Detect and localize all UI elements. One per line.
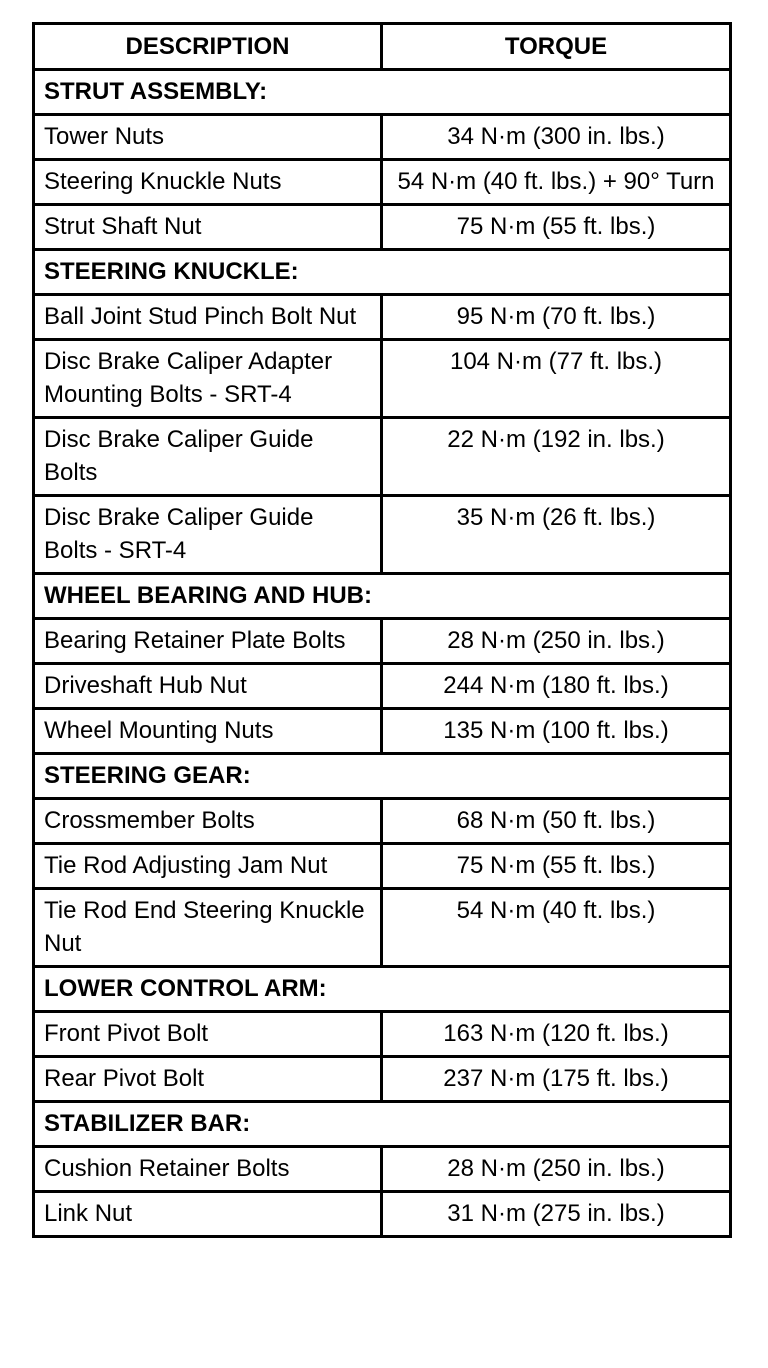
table-row	[34, 1057, 731, 1102]
section-title: WHEEL BEARING AND HUB:	[34, 574, 731, 619]
table-row	[34, 160, 731, 205]
description-cell: Ball Joint Stud Pinch Bolt Nut	[34, 295, 382, 340]
section-header-row	[34, 754, 731, 799]
torque-cell: 244 N·m (180 ft. lbs.)	[382, 664, 731, 709]
table-row	[34, 619, 731, 664]
header-row	[34, 24, 731, 70]
section-title: STABILIZER BAR:	[34, 1102, 731, 1147]
torque-cell: 104 N·m (77 ft. lbs.)	[382, 340, 731, 418]
torque-cell: 75 N·m (55 ft. lbs.)	[382, 205, 731, 250]
table-row	[34, 205, 731, 250]
table-row	[34, 1192, 731, 1237]
description-cell: Tower Nuts	[34, 115, 382, 160]
section-title: STEERING GEAR:	[34, 754, 731, 799]
table-header	[34, 24, 731, 70]
description-cell: Link Nut	[34, 1192, 382, 1237]
table-row	[34, 115, 731, 160]
section-title: STEERING KNUCKLE:	[34, 250, 731, 295]
section-title: STRUT ASSEMBLY:	[34, 70, 731, 115]
section-header-row	[34, 250, 731, 295]
table-row	[34, 418, 731, 496]
table-row	[34, 496, 731, 574]
table-row	[34, 1012, 731, 1057]
torque-column-header: TORQUE	[382, 24, 731, 70]
table-row	[34, 709, 731, 754]
torque-cell: 31 N·m (275 in. lbs.)	[382, 1192, 731, 1237]
torque-cell: 54 N·m (40 ft. lbs.) + 90° Turn	[382, 160, 731, 205]
torque-cell: 35 N·m (26 ft. lbs.)	[382, 496, 731, 574]
description-cell: Tie Rod Adjusting Jam Nut	[34, 844, 382, 889]
torque-cell: 75 N·m (55 ft. lbs.)	[382, 844, 731, 889]
torque-cell: 68 N·m (50 ft. lbs.)	[382, 799, 731, 844]
section-header-row	[34, 967, 731, 1012]
section-header-row	[34, 70, 731, 115]
description-cell: Disc Brake Caliper Adapter Mounting Bolts - SRT-4	[34, 340, 382, 418]
table-row	[34, 340, 731, 418]
description-cell: Strut Shaft Nut	[34, 205, 382, 250]
table-row	[34, 664, 731, 709]
torque-cell: 34 N·m (300 in. lbs.)	[382, 115, 731, 160]
section-title: LOWER CONTROL ARM:	[34, 967, 731, 1012]
torque-cell: 95 N·m (70 ft. lbs.)	[382, 295, 731, 340]
torque-cell: 28 N·m (250 in. lbs.)	[382, 619, 731, 664]
torque-cell: 22 N·m (192 in. lbs.)	[382, 418, 731, 496]
description-cell: Rear Pivot Bolt	[34, 1057, 382, 1102]
torque-cell: 54 N·m (40 ft. lbs.)	[382, 889, 731, 967]
description-cell: Tie Rod End Steering Knuckle Nut	[34, 889, 382, 967]
table-row	[34, 799, 731, 844]
description-cell: Front Pivot Bolt	[34, 1012, 382, 1057]
description-cell: Disc Brake Caliper Guide Bolts	[34, 418, 382, 496]
description-cell: Cushion Retainer Bolts	[34, 1147, 382, 1192]
table-row	[34, 844, 731, 889]
torque-cell: 237 N·m (175 ft. lbs.)	[382, 1057, 731, 1102]
table-row	[34, 295, 731, 340]
table-row	[34, 1147, 731, 1192]
section-header-row	[34, 574, 731, 619]
description-column-header: DESCRIPTION	[34, 24, 382, 70]
torque-cell: 163 N·m (120 ft. lbs.)	[382, 1012, 731, 1057]
description-cell: Crossmember Bolts	[34, 799, 382, 844]
torque-cell: 135 N·m (100 ft. lbs.)	[382, 709, 731, 754]
table-body	[34, 70, 731, 1237]
description-cell: Bearing Retainer Plate Bolts	[34, 619, 382, 664]
description-cell: Wheel Mounting Nuts	[34, 709, 382, 754]
table-row	[34, 889, 731, 967]
torque-cell: 28 N·m (250 in. lbs.)	[382, 1147, 731, 1192]
description-cell: Steering Knuckle Nuts	[34, 160, 382, 205]
description-cell: Driveshaft Hub Nut	[34, 664, 382, 709]
torque-specification-table	[32, 22, 732, 1238]
section-header-row	[34, 1102, 731, 1147]
description-cell: Disc Brake Caliper Guide Bolts - SRT-4	[34, 496, 382, 574]
